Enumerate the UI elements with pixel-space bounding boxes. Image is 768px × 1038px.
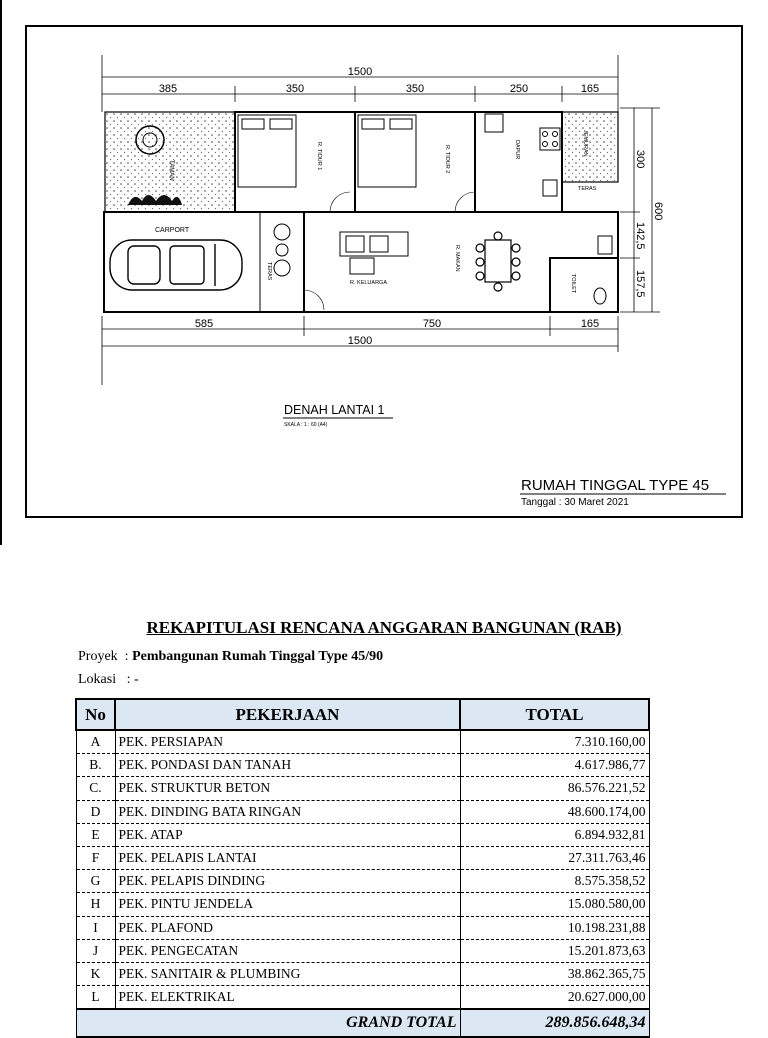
table-row: [76, 939, 649, 962]
row-total: 10.198.231,88: [460, 916, 649, 939]
table-row: [76, 986, 649, 1010]
row-total: 86.576.221,52: [460, 777, 649, 800]
dim-right-total: 600: [652, 202, 664, 221]
project-title: RUMAH TINGGAL TYPE 45: [521, 477, 710, 494]
row-total: 48.600.174,00: [460, 800, 649, 823]
table-row: [76, 870, 649, 893]
row-total: 6.894.932,81: [460, 823, 649, 846]
row-job: PEK. SANITAIR & PLUMBING: [115, 962, 460, 985]
row-no: C.: [76, 777, 115, 800]
door-swing: [330, 192, 350, 212]
dim-top-seg-4: 250: [509, 83, 529, 95]
dining-table-icon: [476, 232, 520, 291]
row-job: PEK. PELAPIS LANTAI: [115, 846, 460, 869]
dim-top-total: 1500: [347, 66, 373, 78]
fridge-icon: [485, 114, 503, 132]
table-row: [76, 730, 649, 754]
row-no: B.: [76, 754, 115, 777]
dim-bottom-total: 1500: [347, 335, 373, 347]
row-no: L: [76, 986, 115, 1010]
table-icon: [276, 244, 288, 256]
table-header-row: [76, 699, 649, 730]
row-no: A: [76, 730, 115, 754]
row-total: 27.311.763,46: [460, 846, 649, 869]
project-date: Tanggal : 30 Maret 2021: [521, 497, 629, 508]
room-carport: CARPORT: [155, 227, 190, 234]
room-toilet-label: TOILET: [570, 274, 576, 294]
dim-right-top: 300: [634, 150, 646, 169]
sofa-icon: [340, 232, 408, 274]
room-r-tidur-1: R. TIDUR 1: [316, 142, 322, 171]
col-pekerjaan: PEKERJAAN: [115, 699, 460, 730]
room-r-makan: R. MAKAN: [454, 245, 460, 272]
row-total: 4.617.986,77: [460, 754, 649, 777]
table-row: [76, 823, 649, 846]
row-total: 20.627.000,00: [460, 986, 649, 1010]
col-total: TOTAL: [460, 699, 649, 730]
row-total: 38.862.365,75: [460, 962, 649, 985]
row-total: 15.080.580,00: [460, 893, 649, 916]
row-job: PEK. PONDASI DAN TANAH: [115, 754, 460, 777]
top-dimensions: [102, 55, 618, 112]
lokasi-value: -: [134, 672, 139, 687]
drying-yard: [562, 112, 618, 182]
door-swing: [455, 192, 475, 212]
dim-bottom-seg-2: 750: [422, 318, 442, 330]
car-icon: [110, 240, 242, 290]
row-total: 7.310.160,00: [460, 730, 649, 754]
grand-total-label: GRAND TOTAL: [76, 1009, 460, 1037]
table-row: [76, 754, 649, 777]
row-total: 8.575.358,52: [460, 870, 649, 893]
room-kitchen: [475, 112, 562, 212]
room-dapur: DAPUR: [514, 140, 520, 160]
row-no: I: [76, 916, 115, 939]
row-job: PEK. DINDING BATA RINGAN: [115, 800, 460, 823]
rab-table: [75, 698, 650, 1038]
row-no: F: [76, 846, 115, 869]
bottom-dimensions: [102, 316, 618, 385]
row-no: H: [76, 893, 115, 916]
table-row: [76, 916, 649, 939]
proyek-label: Proyek: [78, 649, 118, 664]
row-job: PEK. ATAP: [115, 823, 460, 846]
bed-icon: [238, 115, 296, 187]
room-bedroom-2: [355, 112, 475, 212]
row-job: PEK. PERSIAPAN: [115, 730, 460, 754]
sink-icon: [543, 180, 557, 196]
table-row: [76, 800, 649, 823]
room-teras-belakang: TERAS: [578, 186, 597, 192]
table-row: [76, 846, 649, 869]
colon: :: [121, 649, 133, 664]
table-row: [76, 962, 649, 985]
row-no: D: [76, 800, 115, 823]
room-toilet: [550, 258, 618, 312]
dim-bottom-seg-3: 165: [580, 318, 600, 330]
location-line: [78, 672, 139, 688]
colon: :: [119, 672, 134, 687]
room-r-keluarga: R. KELUARGA: [350, 280, 387, 286]
dim-top-seg-1: 385: [158, 83, 178, 95]
lokasi-label: Lokasi: [78, 672, 117, 687]
dim-top-seg-2: 350: [285, 83, 305, 95]
dim-bottom-seg-1: 585: [194, 318, 214, 330]
row-job: PEK. PLAFOND: [115, 916, 460, 939]
cabinet-icon: [598, 236, 612, 254]
proyek-value: Pembangunan Rumah Tinggal Type 45/90: [132, 649, 384, 664]
row-no: K: [76, 962, 115, 985]
row-total: 15.201.873,63: [460, 939, 649, 962]
row-no: G: [76, 870, 115, 893]
row-no: J: [76, 939, 115, 962]
grand-total-value: 289.856.648,34: [460, 1009, 649, 1037]
grand-total-row: [76, 1009, 649, 1037]
sheet-left-edge: [0, 0, 2, 545]
row-job: PEK. PINTU JENDELA: [115, 893, 460, 916]
table-row: [76, 777, 649, 800]
drawing-scale: SKALA : 1 : 60 (A4): [284, 422, 328, 428]
row-job: PEK. PENGECATAN: [115, 939, 460, 962]
room-teras: TERAS: [266, 262, 272, 281]
dim-top-seg-5: 165: [580, 83, 600, 95]
row-no: E: [76, 823, 115, 846]
project-line: [78, 649, 383, 665]
table-row: [76, 893, 649, 916]
room-r-tidur-2: R. TIDUR 2: [444, 145, 450, 174]
stove-icon: [540, 128, 560, 150]
rab-title: REKAPITULASI RENCANA ANGGARAN BANGUNAN (RAB): [146, 618, 622, 637]
row-job: PEK. STRUKTUR BETON: [115, 777, 460, 800]
drawing-title: DENAH LANTAI 1: [284, 403, 385, 417]
chair-icon: [274, 224, 290, 240]
chair-icon: [274, 260, 290, 276]
row-job: PEK. PELAPIS DINDING: [115, 870, 460, 893]
row-job: PEK. ELEKTRIKAL: [115, 986, 460, 1010]
col-no: No: [76, 699, 115, 730]
toilet-icon: [594, 288, 606, 304]
bed-icon: [358, 115, 416, 187]
room-taman: TAMAN: [168, 160, 174, 181]
dim-top-seg-3: 350: [405, 83, 425, 95]
room-jemuran: JEMURAN: [582, 130, 588, 157]
door-swing: [304, 290, 324, 310]
dim-right-bottom: 157,5: [634, 270, 646, 298]
dim-right-mid: 142,5: [634, 222, 646, 250]
